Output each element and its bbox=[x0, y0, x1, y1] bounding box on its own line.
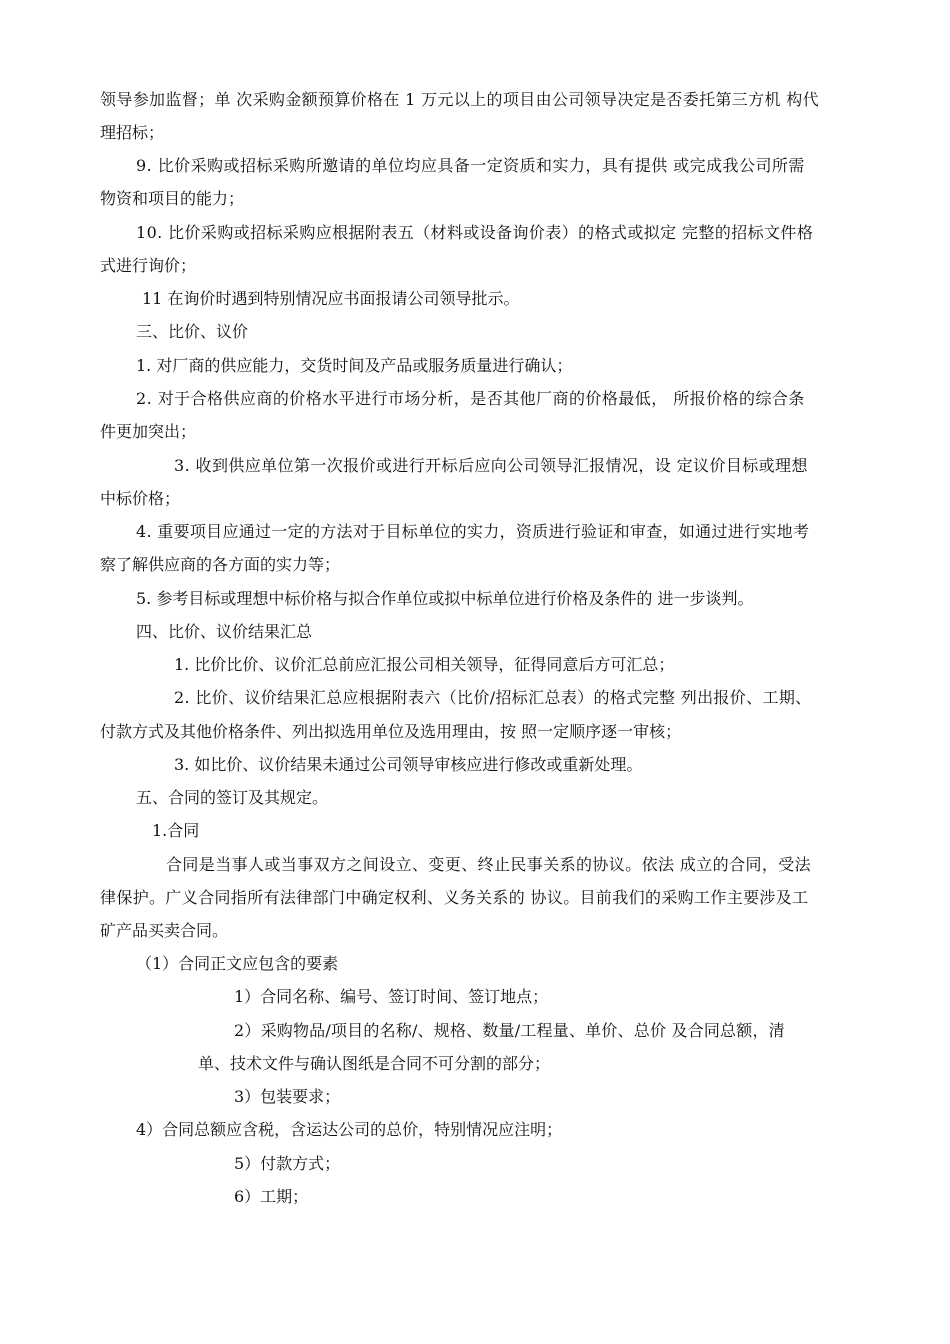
text-line-24: 合同是当事人或当事双方之间设立、变更、终止民事关系的协议。依法 成立的合同，受法 bbox=[166, 855, 812, 874]
text-line-18: 1. 比价比价、议价汇总前应汇报公司相关领导，征得同意后方可汇总； bbox=[174, 655, 675, 674]
text-line-4: 物资和项目的能力； bbox=[100, 189, 245, 208]
text-line-34: 6）工期； bbox=[234, 1187, 309, 1206]
text-line-12: 3. 收到供应单位第一次报价或进行开标后应向公司领导汇报情况，设 定议价目标或理想 bbox=[174, 456, 808, 475]
text-line-7: 11 在询价时遇到特别情况应书面报请公司领导批示。 bbox=[142, 289, 520, 308]
text-line-33: 5）付款方式； bbox=[234, 1154, 341, 1173]
text-line-16: 5. 参考目标或理想中标价格与拟合作单位或拟中标单位进行价格及条件的 进一步谈判。 bbox=[136, 589, 754, 608]
text-line-1: 领导参加监督；单 次采购金额预算价格在 1 万元以上的项目由公司领导决定是否委托第三方机 构代 bbox=[100, 90, 819, 109]
text-line-27: （1）合同正文应包含的要素 bbox=[136, 954, 339, 973]
text-line-31: 3）包装要求； bbox=[234, 1087, 341, 1106]
text-line-25: 律保护。广义合同指所有法律部门中确定权利、义务关系的 协议。目前我们的采购工作主要涉及工 bbox=[100, 888, 809, 907]
section-heading-4: 四、比价、议价结果汇总 bbox=[136, 622, 313, 641]
section-heading-3: 三、比价、议价 bbox=[136, 322, 249, 341]
text-line-11: 件更加突出； bbox=[100, 422, 197, 441]
text-line-10: 2. 对于合格供应商的价格水平进行市场分析，是否其他厂商的价格最低， 所报价格的综合条 bbox=[136, 389, 805, 408]
text-line-29: 2）采购物品/项目的名称/、规格、数量/工程量、单价、总价 及合同总额，清 bbox=[234, 1021, 785, 1040]
text-line-2: 理招标； bbox=[100, 123, 165, 142]
text-line-20: 付款方式及其他价格条件、列出拟选用单位及选用理由，按 照一定顺序逐一审核； bbox=[100, 722, 682, 741]
text-line-21: 3. 如比价、议价结果未通过公司领导审核应进行修改或重新处理。 bbox=[174, 755, 643, 774]
text-line-32: 4）合同总额应含税，含运达公司的总价，特别情况应注明； bbox=[136, 1120, 563, 1139]
text-line-3: 9. 比价采购或招标采购所邀请的单位均应具备一定资质和实力，具有提供 或完成我公司所需 bbox=[136, 156, 805, 175]
text-line-15: 察了解供应商的各方面的实力等； bbox=[100, 555, 341, 574]
text-line-5: 10. 比价采购或招标采购应根据附表五（材料或设备询价表）的格式或拟定 完整的招标文件格 bbox=[136, 223, 814, 242]
text-line-9: 1. 对厂商的供应能力，交货时间及产品或服务质量进行确认； bbox=[136, 356, 573, 375]
section-heading-5: 五、合同的签订及其规定。 bbox=[136, 788, 329, 807]
text-line-6: 式进行询价； bbox=[100, 256, 197, 275]
subheading-contract: 1.合同 bbox=[152, 821, 200, 840]
text-line-28: 1）合同名称、编号、签订时间、签订地点； bbox=[234, 987, 549, 1006]
text-line-26: 矿产品买卖合同。 bbox=[100, 921, 229, 940]
text-line-14: 4. 重要项目应通过一定的方法对于目标单位的实力，资质进行验证和审查，如通过进行实地考 bbox=[136, 522, 810, 541]
text-line-13: 中标价格； bbox=[100, 489, 181, 508]
text-line-19: 2. 比价、议价结果汇总应根据附表六（比价/招标汇总表）的格式完整 列出报价、工期、 bbox=[174, 688, 812, 707]
text-line-30: 单、技术文件与确认图纸是合同不可分割的部分； bbox=[198, 1054, 551, 1073]
